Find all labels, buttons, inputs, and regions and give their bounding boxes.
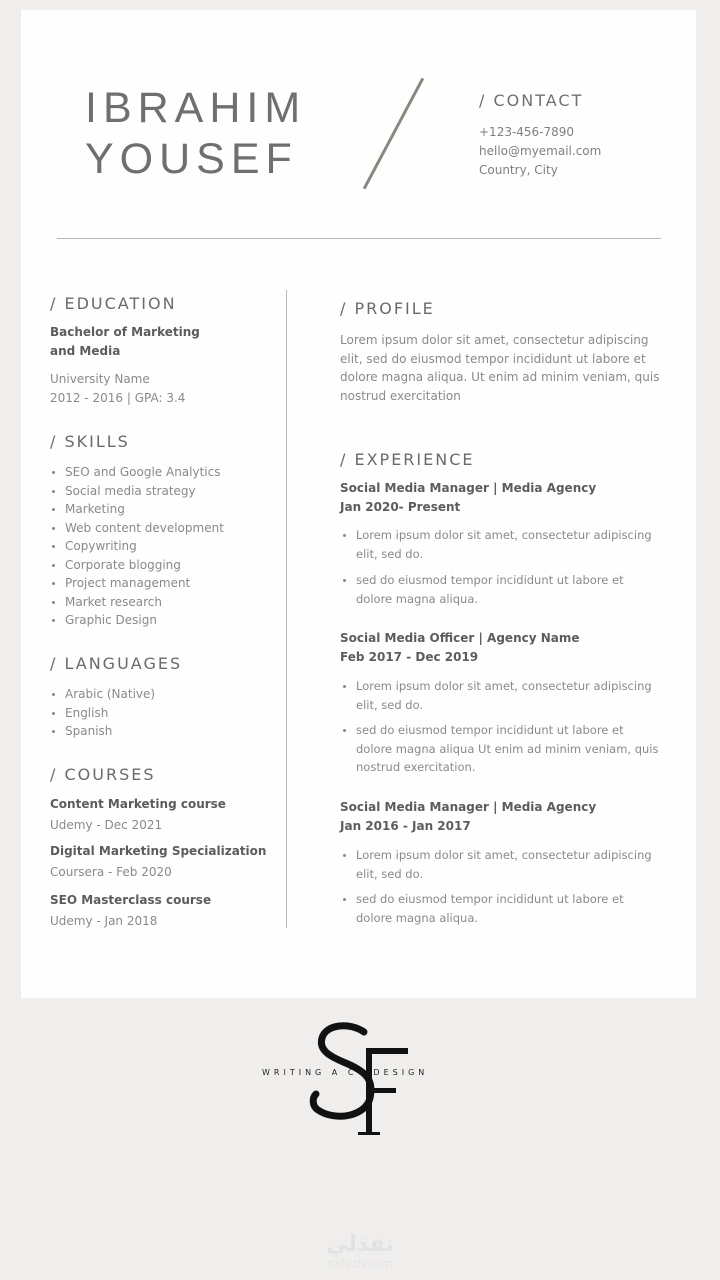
contact-email: hello@myemail.com	[479, 144, 602, 158]
job-bullet: sed do eiusmod tempor incididunt ut labore et dolore magna aliqua.	[341, 890, 661, 927]
sf-monogram-logo	[262, 1020, 458, 1140]
course-detail: Udemy - Dec 2021	[50, 818, 163, 832]
languages-list	[50, 685, 155, 741]
contact-heading: / CONTACT	[479, 91, 584, 110]
education-degree-line1: Bachelor of Marketing	[50, 325, 200, 339]
job-dates: Feb 2017 - Dec 2019	[340, 650, 479, 664]
skill-item: Web content development	[50, 519, 224, 538]
job-title: Social Media Officer | Agency Name	[340, 631, 580, 645]
nafezly-watermark	[300, 1232, 420, 1270]
candidate-name	[85, 83, 306, 185]
contact-details	[479, 123, 601, 180]
skills-heading: / SKILLS	[50, 432, 130, 451]
job-dates: Jan 2020- Present	[340, 500, 461, 514]
skills-list	[50, 463, 224, 630]
language-item: English	[50, 704, 155, 723]
job-bullet: Lorem ipsum dolor sit amet, consectetur adipiscing elit, sed do.	[341, 677, 661, 714]
education-years: 2012 - 2016 | GPA: 3.4	[50, 391, 186, 405]
skill-item: Market research	[50, 593, 224, 612]
job-dates: Jan 2016 - Jan 2017	[340, 819, 471, 833]
column-divider	[286, 290, 287, 928]
job-bullet: Lorem ipsum dolor sit amet, consectetur adipiscing elit, sed do.	[341, 526, 661, 563]
course-title: Digital Marketing Specialization	[50, 844, 267, 858]
logo-tagline: WRITING A CV DESIGN	[262, 1068, 429, 1077]
skill-item: Graphic Design	[50, 611, 224, 630]
course-title: SEO Masterclass course	[50, 893, 212, 907]
watermark-arabic: نفذلي	[326, 1232, 394, 1257]
skill-item: Project management	[50, 574, 224, 593]
profile-text: Lorem ipsum dolor sit amet, consectetur adipiscing elit, sed do eiusmod tempor incididunt ut labore et dolore magna aliqua. Ut enim ad minim veniam, quis nostrud exercitation	[340, 333, 660, 403]
profile-heading: / PROFILE	[340, 299, 435, 318]
languages-heading: / LANGUAGES	[50, 654, 183, 673]
watermark-latin: nafezly.com	[327, 1257, 393, 1270]
course-detail: Coursera - Feb 2020	[50, 865, 172, 879]
skill-item: Corporate blogging	[50, 556, 224, 575]
skill-item: SEO and Google Analytics	[50, 463, 224, 482]
skill-item: Social media strategy	[50, 482, 224, 501]
experience-heading: / EXPERIENCE	[340, 450, 475, 469]
contact-location: Country, City	[479, 163, 558, 177]
course-title: Content Marketing course	[50, 797, 226, 811]
language-item: Spanish	[50, 722, 155, 741]
last-name: YOUSEF	[85, 135, 298, 183]
job-bullet: sed do eiusmod tempor incididunt ut labore et dolore magna aliqua Ut enim ad minim veniam, quis nostrud exercitation.	[341, 721, 661, 777]
skill-item: Marketing	[50, 500, 224, 519]
header-divider	[57, 238, 661, 239]
job-bullet: sed do eiusmod tempor incididunt ut labore et dolore magna aliqua.	[341, 571, 661, 608]
first-name: IBRAHIM	[85, 84, 307, 132]
job-title: Social Media Manager | Media Agency	[340, 800, 597, 814]
education-university: University Name	[50, 372, 150, 386]
courses-heading: / COURSES	[50, 765, 156, 784]
job-bullet: Lorem ipsum dolor sit amet, consectetur adipiscing elit, sed do.	[341, 846, 661, 883]
job-title: Social Media Manager | Media Agency	[340, 481, 597, 495]
education-degree-line2: and Media	[50, 344, 121, 358]
language-item: Arabic (Native)	[50, 685, 155, 704]
contact-phone: +123-456-7890	[479, 125, 575, 139]
education-heading: / EDUCATION	[50, 294, 177, 313]
course-detail: Udemy - Jan 2018	[50, 914, 158, 928]
skill-item: Copywriting	[50, 537, 224, 556]
